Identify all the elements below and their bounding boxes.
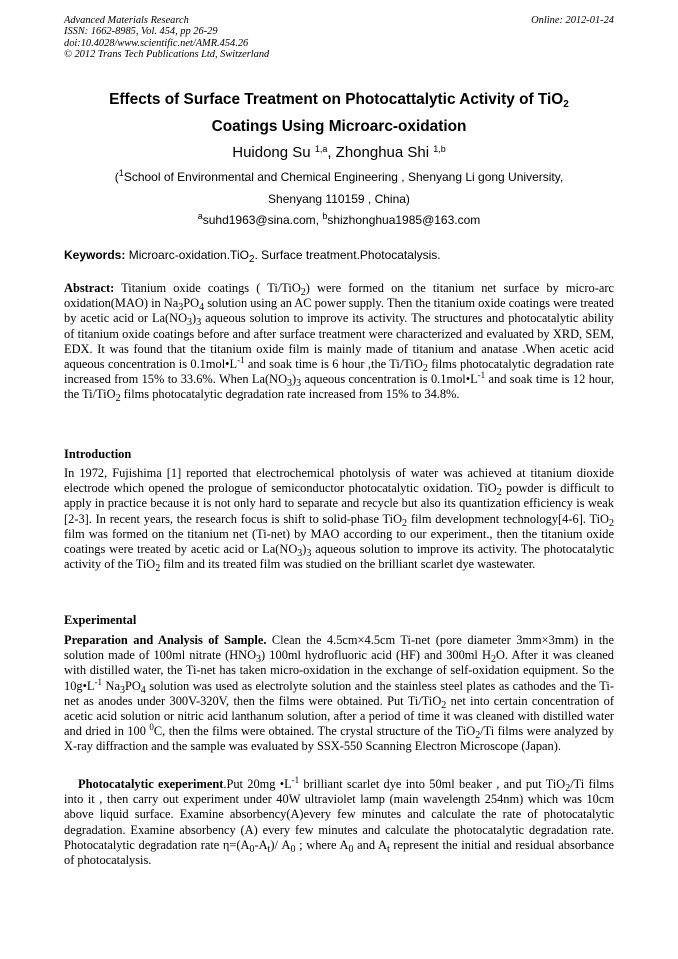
author-emails: $^a$suhd1963@sina.com, $^b$shizhonghua1985@163.com xyxy=(197,211,481,227)
paper-title-line2: Coatings Using Microarc-oxidation xyxy=(211,118,467,135)
copyright-line: © 2012 Trans Tech Publications Ltd, Switzerland xyxy=(64,49,270,61)
keywords: Keywords: Microarc-oxidation.TiO$_2$. Surface treatment.Photocatalysis. xyxy=(64,248,441,265)
email-link: shizhonghua1985@163.com xyxy=(327,213,481,227)
author-name: Huidong Su xyxy=(232,144,311,161)
online-date: Online: 2012-01-24 xyxy=(531,15,614,26)
introduction-paragraph: In 1972, Fujishima [1] reported that electrochemical photolysis of water was achieved at titanium dioxide electrode which opened the prologue of semiconductor photocatalytic oxidation. TiO$_2$ powder is difficult to apply in practice because it is not only hard to separate and recycle but also its quantization efficiency is weak [2-3]. In recent years, the research focus is shift to solid-phase TiO$_2$ film development technology[4-6]. TiO$_2$ film was formed on the titanium net (Ti-net) by MAO according to our experiment., then the titanium oxide coatings were treated by acetic acid or $La(NO_3)_3$ aqueous solution to improve its activity. The photocatalytic activity of the TiO$_2$ film and its treated film was studied on the brilliant scarlet dye wastewater. xyxy=(64,466,614,575)
section-heading-introduction: Introduction xyxy=(64,447,132,461)
author-list: Huidong Su $^{1,a}$, Zhonghua Shi $^{1,b}$ xyxy=(232,144,446,161)
abstract-label: Abstract: xyxy=(64,281,115,295)
affiliation-line2: Shenyang 110159 , China) xyxy=(268,192,410,206)
photocatalytic-paragraph: Photocatalytic exeperiment.Put 20mg $•L^{-1}$ brilliant scarlet dye into 50ml beaker , and put TiO$_2$/Ti films into it , then carry out experiment under 40W ultraviolet lamp (main wavelength 254nm) which was 10cm above liquid surface. Examine absorbency(A)every few minutes and calculate the rate of photocatalytic degradation. Examine absorbency (A) every few minutes and calculate the photocatalytic degradation rate. Photocatalytic degradation rate $\eta=(A_0-A_t)/$ $A_0$ ; where $A_0$ and $A_t$ represent the initial and residual absorbance of photocatalysis. xyxy=(64,775,614,868)
email-link: suhd1963@sina.com, xyxy=(202,213,323,227)
doi-line: doi:10.4028/www.scientific.net/AMR.454.26 xyxy=(64,37,249,49)
subsection-label: Preparation and Analysis of Sample. xyxy=(64,633,267,647)
paper-title-line1: Effects of Surface Treatment on Photocattalytic Activity of TiO$_2$ xyxy=(109,91,569,110)
keywords-label: Keywords: xyxy=(64,248,126,262)
author-name: Zhonghua Shi xyxy=(335,144,430,161)
abstract: Abstract: Titanium oxide coatings ( Ti/TiO$_2$) were formed on the titanium net surface by micro-arc oxidation(MAO) in $Na_3PO_4$ solution using an AC power supply. Then the titanium oxide coatings were treated by acetic acid or $La(NO_3)_3$ aqueous solution to improve its activity. The structures and photocatalytic ability of titanium oxide coatings before and after surface treatment were characterized and evaluated by XRD, SEM, EDX. It was found that the titanium oxide film is mainly made of titanium and anatase .When acetic acid aqueous concentration is $0.1mol•L^{-1}$ and soak time is 6 hour ,the Ti/TiO$_2$ films photocatalytic degradation rate increased from 15% to 33.6%. When $La(NO_3)_3$ aqueous concentration is $0.1mol•L^{-1}$ and soak time is 12 hour, the Ti/TiO$_2$ films photocatalytic degradation rate increased from 15% to 34.8%. xyxy=(64,281,615,405)
section-heading-experimental: Experimental xyxy=(64,613,137,627)
subsection-label: Photocatalytic exeperiment xyxy=(78,777,224,791)
issn-line: ISSN: 1662-8985, Vol. 454, pp 26-29 xyxy=(64,26,218,38)
journal-header xyxy=(64,15,269,61)
preparation-paragraph: Preparation and Analysis of Sample. Clean the 4.5cm×4.5cm Ti-net (pore diameter 3mm×3mm) in the solution made of 100ml nitrate $(HNO_3)$ 100ml hydrofluoric acid (HF) and 300ml $H_2O$. After it was cleaned with distilled water, the Ti-net has taken micro-oxidation in the exchange of self-oxidation equipment. So the $10g•L^{-1}$ $Na_3PO_4$ solution was used as electrolyte solution and the stainless steel plates as cathodes and the Ti-net as anodes under 300V-320V, then the films were obtained. Put Ti/TiO$_2$ net into certain concentration of acetic acid solution or nitric acid lanthanum solution, after a period of time it was cleaned with distilled water and dried in 100 $^0$C, then the films were obtained. The crystal structure of the TiO$_2$/Ti films were analyzed by X-ray diffraction and the sample was evaluated by SSX-550 Scanning Electron Microscope (Japan). xyxy=(64,633,615,754)
journal-name: Advanced Materials Research xyxy=(64,15,189,26)
affiliation-line1: ($^1$School of Environmental and Chemical Engineering , Shenyang Li gong University, xyxy=(114,168,564,184)
